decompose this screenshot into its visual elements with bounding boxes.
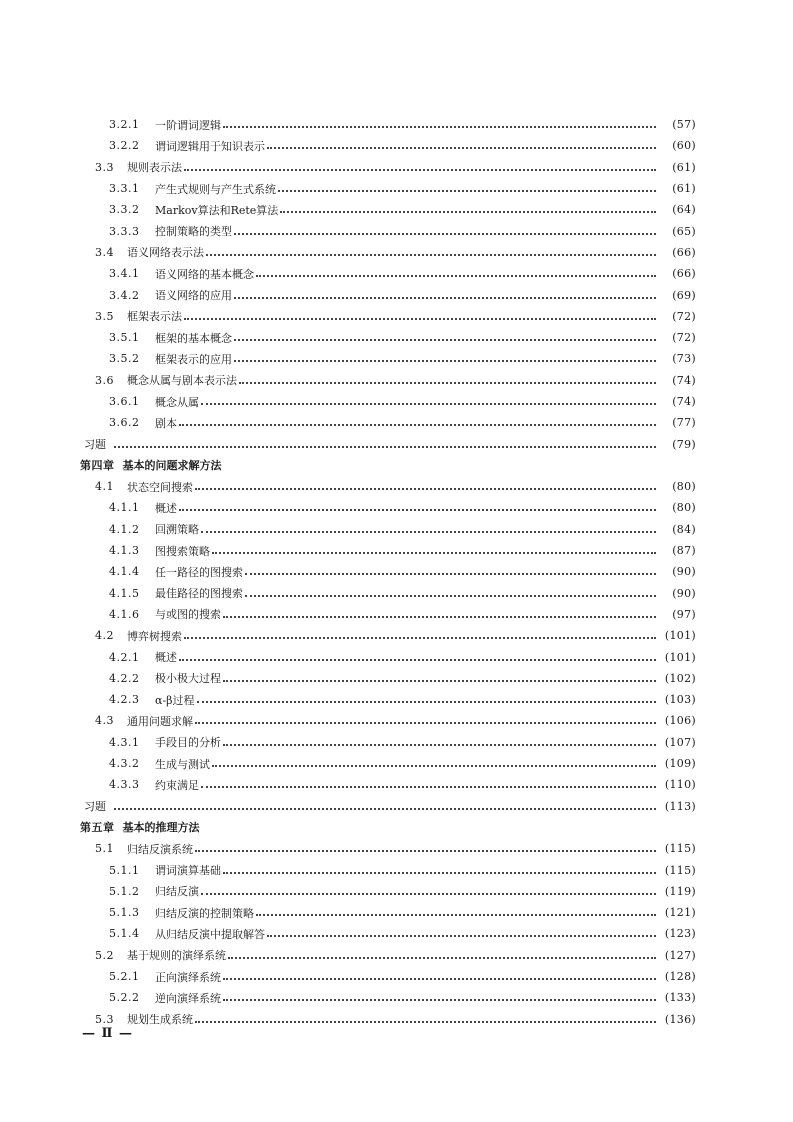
toc-entry-page: (123) — [664, 927, 696, 941]
toc-entry-number: 4.2.2 — [109, 671, 140, 685]
dot-leader — [201, 530, 656, 533]
toc-entry-page: (127) — [664, 948, 696, 962]
toc-entry-page: (101) — [664, 629, 696, 643]
toc-entry — [0, 774, 793, 795]
toc-entry-number: 4.1.3 — [109, 544, 140, 558]
toc-entry-page: (87) — [672, 544, 696, 558]
toc-entry — [0, 370, 793, 391]
toc-entry-page: (69) — [672, 288, 696, 302]
toc-entry — [0, 263, 793, 284]
dot-leader — [201, 785, 656, 788]
toc-entry-title: 语义网络的基本概念 — [155, 267, 254, 281]
toc-entry-title: 剧本 — [155, 416, 177, 430]
toc-entry-page: (84) — [672, 522, 696, 536]
toc-entry — [0, 689, 793, 710]
toc-entry-title: 回溯策略 — [155, 523, 199, 537]
toc-entry-page: (57) — [672, 118, 696, 132]
toc-entry-title: 逆向演绎系统 — [155, 991, 221, 1005]
page-number-footer: — Ⅱ — — [82, 1026, 134, 1041]
toc-entry-page: (61) — [672, 182, 696, 196]
toc-entry-number: 3.6.2 — [109, 416, 140, 430]
dot-leader — [223, 679, 656, 682]
dot-leader — [201, 402, 656, 405]
toc-entry-title: 状态空间搜索 — [127, 480, 193, 494]
toc-entry — [0, 881, 793, 902]
dot-leader — [195, 1020, 656, 1023]
toc-entry-number: 4.1 — [95, 480, 114, 494]
toc-entry-page: (66) — [672, 267, 696, 281]
toc-entry — [0, 220, 793, 241]
toc-entry-page: (72) — [672, 309, 696, 323]
toc-entry-title: 谓词逻辑用于知识表示 — [155, 139, 265, 153]
toc-entry-page: (106) — [664, 714, 696, 728]
toc-entry — [0, 497, 793, 518]
toc-entry — [0, 306, 793, 327]
dot-leader — [184, 636, 656, 639]
toc-entry-title: 最佳路径的图搜索 — [155, 587, 243, 601]
toc-entry — [0, 348, 793, 369]
toc-entry-title: 一阶谓词逻辑 — [155, 118, 221, 132]
toc-entry — [0, 519, 793, 540]
toc-entry-title: 正向演绎系统 — [155, 970, 221, 984]
toc-entry-page: (66) — [672, 245, 696, 259]
dot-leader — [206, 253, 656, 256]
toc-entry-number: 3.4 — [95, 245, 114, 259]
dot-leader — [245, 572, 656, 575]
toc-entry-title: 控制策略的类型 — [155, 225, 232, 239]
toc-entry-page: (101) — [664, 650, 696, 664]
dot-leader — [195, 487, 656, 490]
toc-chapter-heading — [0, 455, 793, 476]
toc-entry — [0, 412, 793, 433]
dot-leader — [280, 210, 656, 213]
toc-entry-title: 基于规则的演绎系统 — [127, 949, 226, 963]
toc-entry-title: 概念从属与剧本表示法 — [127, 374, 237, 388]
dot-leader — [179, 508, 656, 511]
dot-leader — [223, 125, 656, 128]
toc-entry — [0, 668, 793, 689]
dot-leader — [267, 934, 656, 937]
dot-leader — [256, 274, 656, 277]
dot-leader — [267, 146, 656, 149]
toc-entry-number: 3.4.1 — [109, 267, 140, 281]
toc-entry-page: (113) — [664, 799, 696, 813]
toc-entry-title: 基本的问题求解方法 — [122, 459, 222, 473]
toc-entry-title: 框架表示法 — [127, 310, 182, 324]
toc-entry-number: 第四章 — [80, 459, 115, 473]
toc-entry — [0, 114, 793, 135]
toc-entry-page: (64) — [672, 203, 696, 217]
toc-entry-page: (74) — [672, 373, 696, 387]
dot-leader — [278, 189, 656, 192]
toc-entry-title: 生成与测试 — [155, 757, 210, 771]
dot-leader — [195, 721, 656, 724]
toc-entry-page: (90) — [672, 565, 696, 579]
toc-entry-title: 规划生成系统 — [127, 1013, 193, 1027]
toc-entry-title: 图搜索策略 — [155, 544, 210, 558]
toc-entry-number: 5.1 — [95, 842, 114, 856]
toc-entry-page: (90) — [672, 586, 696, 600]
toc-entry-title: 习题 — [84, 800, 106, 814]
toc-entry-number: 3.5 — [95, 309, 114, 323]
toc-entry-number: 4.3.1 — [109, 735, 140, 749]
toc-entry-number: 5.1.2 — [109, 884, 140, 898]
toc-entry — [0, 561, 793, 582]
toc-entry-page: (121) — [664, 906, 696, 920]
toc-entry-number: 3.3.1 — [109, 182, 140, 196]
toc-entry-number: 4.2.3 — [109, 693, 140, 707]
toc-entry — [0, 583, 793, 604]
toc-entry-title: 极小极大过程 — [155, 672, 221, 686]
toc-entry-title: 概述 — [155, 651, 177, 665]
toc-entry — [0, 242, 793, 263]
toc-entry — [0, 135, 793, 156]
toc-entry-title: 规则表示法 — [127, 161, 182, 175]
toc-entry-title: α-β过程 — [155, 693, 195, 707]
toc-entry-number: 3.2.1 — [109, 118, 140, 132]
dot-leader — [234, 296, 656, 299]
toc-entry — [0, 710, 793, 731]
dot-leader — [197, 700, 656, 703]
toc-entry-number: 5.2 — [95, 948, 114, 962]
toc-entry — [0, 327, 793, 348]
toc-entry — [0, 199, 793, 220]
toc-entry-page: (97) — [672, 607, 696, 621]
toc-entry — [0, 391, 793, 412]
toc-entry-number: 4.3 — [95, 714, 114, 728]
toc-entry-number: 4.3.2 — [109, 757, 140, 771]
toc-entry-title: 谓词演算基础 — [155, 864, 221, 878]
toc-entry-page: (80) — [672, 501, 696, 515]
toc-entry-page: (136) — [664, 1012, 696, 1026]
toc-entry — [0, 604, 793, 625]
toc-entry-page: (102) — [664, 671, 696, 685]
toc-entry — [0, 540, 793, 561]
dot-leader — [223, 977, 656, 980]
toc-entry-title: 概述 — [155, 501, 177, 515]
toc-entry-page: (73) — [672, 352, 696, 366]
toc-entry-page: (74) — [672, 395, 696, 408]
toc-entry-title: 基本的推理方法 — [122, 821, 200, 835]
dot-leader — [234, 338, 656, 341]
toc-entry-number: 5.2.2 — [109, 991, 140, 1005]
toc-entry — [0, 859, 793, 880]
toc-entry-page: (115) — [664, 863, 696, 877]
toc-entry — [0, 966, 793, 987]
toc-entry — [0, 646, 793, 667]
toc-entry-number: 3.5.1 — [109, 331, 140, 345]
toc-entry-title: 博弈树搜索 — [127, 629, 182, 643]
dot-leader — [114, 807, 656, 810]
toc-entry-number: 3.6.1 — [109, 395, 140, 408]
table-of-contents — [0, 114, 793, 1030]
toc-entry — [0, 796, 793, 817]
toc-chapter-heading — [0, 817, 793, 838]
dot-leader — [223, 871, 656, 874]
toc-entry — [0, 157, 793, 178]
toc-entry-number: 3.4.2 — [109, 288, 140, 302]
toc-entry-page: (109) — [664, 757, 696, 771]
toc-entry — [0, 987, 793, 1008]
toc-entry-page: (133) — [664, 991, 696, 1005]
toc-entry-number: 4.1.4 — [109, 565, 140, 579]
toc-entry-number: 5.1.3 — [109, 906, 140, 920]
toc-entry-number: 5.2.1 — [109, 970, 140, 984]
toc-entry-title: 概念从属 — [155, 395, 199, 409]
toc-entry-number: 4.1.6 — [109, 607, 140, 621]
toc-entry-page: (119) — [664, 884, 696, 898]
toc-entry — [0, 838, 793, 859]
toc-entry-title: 归结反演 — [155, 885, 199, 899]
toc-entry-title: 习题 — [84, 438, 106, 452]
toc-entry-number: 4.3.3 — [109, 778, 140, 792]
toc-entry-title: 框架的基本概念 — [155, 331, 232, 345]
toc-entry-page: (72) — [672, 331, 696, 345]
toc-entry-page: (80) — [672, 480, 696, 494]
toc-entry-number: 第五章 — [80, 821, 115, 835]
dot-leader — [234, 232, 656, 235]
toc-entry-number: 3.6 — [95, 373, 114, 387]
toc-entry — [0, 902, 793, 923]
toc-entry-number: 4.1.2 — [109, 522, 140, 536]
toc-entry-title: 任一路径的图搜索 — [155, 565, 243, 579]
toc-entry-title: 归结反演的控制策略 — [155, 906, 254, 920]
toc-entry-title: Markov算法和Rete算法 — [155, 203, 279, 217]
dot-leader — [184, 168, 656, 171]
toc-entry-title: 归结反演系统 — [127, 842, 193, 856]
dot-leader — [212, 551, 656, 554]
toc-entry-number: 3.5.2 — [109, 352, 140, 366]
dot-leader — [234, 359, 656, 362]
toc-entry-page: (115) — [664, 842, 696, 856]
toc-entry-page: (79) — [672, 437, 696, 451]
dot-leader — [228, 956, 656, 959]
toc-entry-number: 5.3 — [95, 1012, 114, 1026]
toc-entry-number: 3.3.3 — [109, 224, 140, 238]
dot-leader — [223, 998, 656, 1001]
toc-entry-page: (107) — [664, 735, 696, 749]
toc-entry-title: 与或图的搜索 — [155, 608, 221, 622]
dot-leader — [114, 445, 656, 448]
toc-entry-page: (60) — [672, 139, 696, 153]
dot-leader — [223, 743, 656, 746]
toc-entry — [0, 476, 793, 497]
toc-entry-title: 框架表示的应用 — [155, 352, 232, 366]
toc-entry-title: 语义网络的应用 — [155, 289, 232, 303]
dot-leader — [223, 615, 656, 618]
toc-entry-number: 3.2.2 — [109, 139, 140, 153]
toc-entry — [0, 732, 793, 753]
dot-leader — [179, 658, 656, 661]
toc-entry-page: (61) — [672, 160, 696, 174]
dot-leader — [239, 381, 656, 384]
toc-entry-title: 约束满足 — [155, 778, 199, 792]
toc-entry — [0, 945, 793, 966]
toc-entry-page: (103) — [664, 693, 696, 707]
toc-entry-title: 产生式规则与产生式系统 — [155, 182, 276, 196]
toc-entry — [0, 625, 793, 646]
toc-entry-title: 通用问题求解 — [127, 714, 193, 728]
dot-leader — [179, 423, 656, 426]
toc-entry — [0, 753, 793, 774]
toc-entry-number: 5.1.4 — [109, 927, 140, 941]
dot-leader — [184, 317, 656, 320]
dot-leader — [212, 764, 656, 767]
toc-entry — [0, 178, 793, 199]
toc-entry-page: (77) — [672, 416, 696, 430]
toc-entry — [0, 923, 793, 944]
toc-entry-page: (65) — [672, 224, 696, 238]
toc-entry-number: 5.1.1 — [109, 863, 140, 877]
dot-leader — [245, 594, 656, 597]
toc-entry-title: 从归结反演中提取解答 — [155, 927, 265, 941]
toc-entry-number: 3.3.2 — [109, 203, 140, 217]
toc-entry-page: (128) — [664, 970, 696, 984]
toc-entry-page: (110) — [664, 778, 696, 792]
toc-entry-title: 手段目的分析 — [155, 736, 221, 750]
toc-entry-number: 4.2.1 — [109, 650, 140, 664]
dot-leader — [256, 913, 656, 916]
dot-leader — [195, 849, 656, 852]
toc-entry — [0, 433, 793, 454]
toc-entry-number: 4.1.1 — [109, 501, 140, 515]
dot-leader — [201, 892, 656, 895]
toc-entry-number: 3.3 — [95, 160, 114, 174]
toc-entry-number: 4.1.5 — [109, 586, 140, 600]
toc-entry — [0, 284, 793, 305]
toc-entry-title: 语义网络表示法 — [127, 246, 204, 260]
toc-entry-number: 4.2 — [95, 629, 114, 643]
